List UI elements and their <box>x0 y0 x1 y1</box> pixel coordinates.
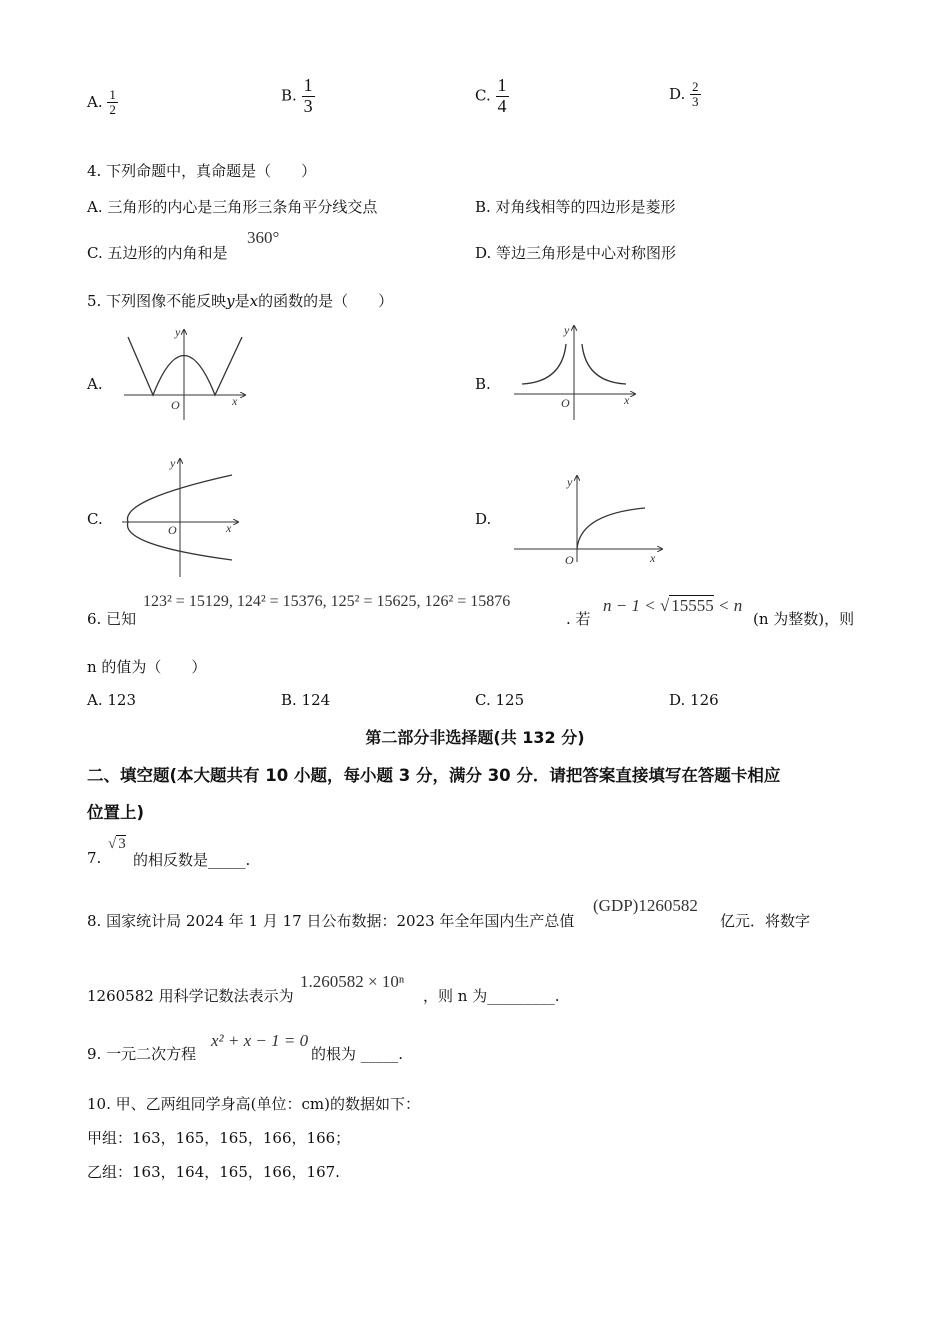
q5-stem: 5. 下列图像不能反映y是x的函数的是（ ） <box>87 292 394 310</box>
origin-label: O <box>565 553 574 567</box>
q5-label-c: C. <box>87 510 103 528</box>
q4-option-c: C. 五边形的内角和是 <box>87 244 228 262</box>
q7-sqrt: √ 3 <box>108 836 126 852</box>
q5-label-a: A. <box>87 375 103 393</box>
origin-label: O <box>168 523 177 537</box>
q3-option-a: A. $\frac{1}{2}$ <box>87 87 116 118</box>
q4-option-d: D. 等边三角形是中心对称图形 <box>475 244 677 262</box>
fraction: $\frac{1}{3}$ <box>303 75 313 116</box>
q10-group-b: 乙组：163，164，165，166，167. <box>87 1163 340 1181</box>
q6-mid: . 若 <box>566 610 591 628</box>
q5-label-b: B. <box>475 375 491 393</box>
q5-label-d: D. <box>475 510 492 528</box>
q6-option-c: C. 125 <box>475 691 525 709</box>
fraction: $\frac{1}{2}$ <box>109 87 116 118</box>
fraction: $\frac{1}{4}$ <box>497 75 507 116</box>
q7: 7. <box>87 849 102 867</box>
sqrt-sign: √ <box>108 836 117 852</box>
q9-b: 的根为 _____. <box>311 1045 404 1063</box>
x-label: x <box>226 521 232 535</box>
y-label: y <box>564 323 570 337</box>
q3-option-d: D. $\frac{2}{3}$ <box>669 79 699 110</box>
curve-left <box>522 344 566 384</box>
q6-option-a: A. 123 <box>87 691 136 709</box>
q4-option-b: B. 对角线相等的四边形是菱形 <box>475 198 676 216</box>
q10-group-a: 甲组：163，165，165，166，166； <box>87 1129 351 1147</box>
q8-line1-end: 亿元．将数字 <box>720 912 811 930</box>
q6-squares: 123² = 15129, 124² = 15376, 125² = 15625, 126² = 15876 <box>143 593 511 610</box>
curve-right <box>582 344 626 384</box>
fraction: $\frac{2}{3}$ <box>692 79 699 110</box>
q6-prefix: 6. 已知 <box>87 610 137 628</box>
q8-gdp: (GDP)1260582 <box>593 896 698 915</box>
q6-line2: n 的值为（ ） <box>87 658 207 676</box>
q9-equation: x² + x − 1 = 0 <box>211 1031 309 1050</box>
section-heading-line1: 二、填空题(本大题共有 10 小题，每小题 3 分，满分 30 分．请把答案直接填写在答题卡相应 <box>87 766 781 785</box>
graph-c <box>120 455 245 580</box>
q9-a: 9. 一元二次方程 <box>87 1045 197 1063</box>
q7-text: 的相反数是_____. <box>133 851 251 869</box>
q6-option-d: D. 126 <box>669 691 719 709</box>
y-label: y <box>175 325 181 339</box>
q8-line2-end: ，则 n 为_________. <box>423 987 560 1005</box>
q10-stem: 10. 甲、乙两组同学身高(单位：cm)的数据如下： <box>87 1095 420 1113</box>
q6-inequality: n − 1 < √ 15555 < n <box>603 596 743 615</box>
q8-scientific: 1.260582 × 10ⁿ <box>300 972 405 991</box>
x-label: x <box>650 551 656 565</box>
y-label: y <box>567 475 573 489</box>
curve <box>577 508 645 549</box>
x-label: x <box>232 394 238 408</box>
q3-option-b: B. $\frac{1}{3}$ <box>281 75 313 116</box>
section-heading-line2: 位置上) <box>87 803 145 822</box>
q6-option-b: B. 124 <box>281 691 331 709</box>
q3-option-c: C. $\frac{1}{4}$ <box>475 75 507 116</box>
q4-option-a: A. 三角形的内心是三角形三条角平分线交点 <box>87 198 378 216</box>
x-label: x <box>624 393 630 407</box>
graph-b <box>510 322 640 422</box>
origin-label: O <box>561 396 570 410</box>
sqrt-sign: √ <box>659 596 670 615</box>
y-label: y <box>170 456 176 470</box>
curve <box>128 337 242 395</box>
graph-a <box>120 322 250 422</box>
q8-line1: 8. 国家统计局 2024 年 1 月 17 日公布数据：2023 年全年国内生产总值 <box>87 912 575 930</box>
q8-line2: 1260582 用科学记数法表示为 <box>87 987 294 1005</box>
graph-d <box>510 472 670 572</box>
q4-stem: 4. 下列命题中，真命题是（ ） <box>87 162 317 180</box>
q6-condition: (n 为整数)，则 <box>753 610 855 628</box>
origin-label: O <box>171 398 180 412</box>
part2-title: 第二部分非选择题(共 132 分) <box>365 728 585 747</box>
q4-angle: 360° <box>247 228 280 247</box>
